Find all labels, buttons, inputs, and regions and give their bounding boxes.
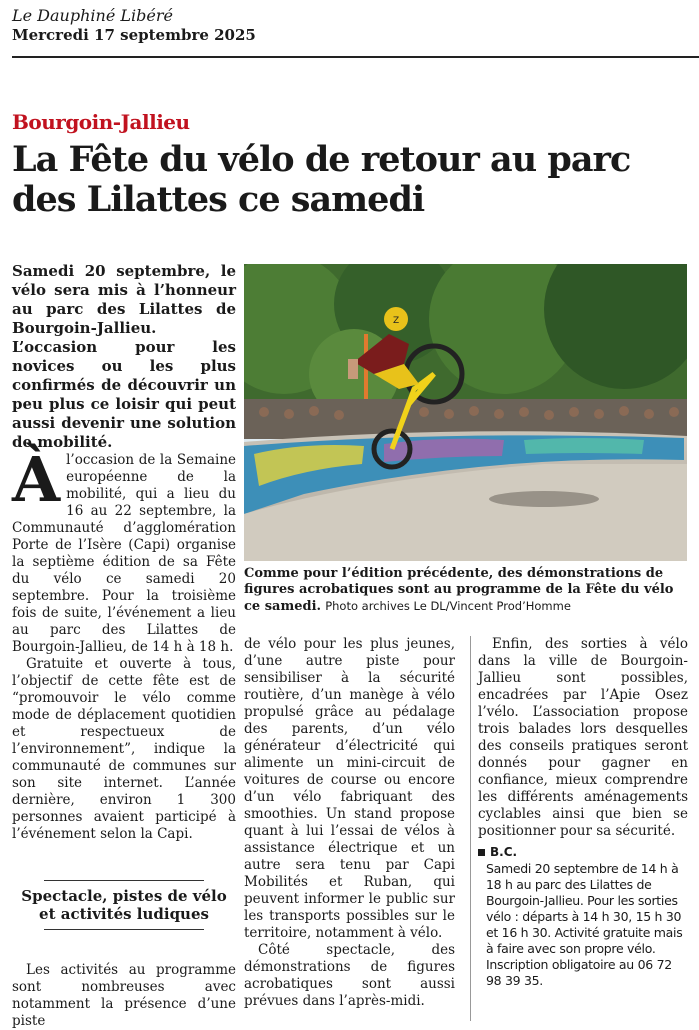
article-body-col1 (12, 443, 236, 843)
drop-cap: À (12, 443, 61, 516)
subhead-rule-bottom (44, 929, 204, 930)
article-headline: La Fête du vélo de retour au parc des Lilattes ce samedi (12, 139, 631, 220)
article-body-col3 (478, 636, 688, 989)
article-body-col1-end (12, 962, 236, 1030)
paragraph-3: Les activités au programme sont nombreuses avec notamment la présence d’une piste (12, 962, 236, 1029)
bullet-square-icon (478, 849, 485, 856)
photo-caption (244, 566, 687, 615)
paragraph-4: Côté spectacle, des démonstrations de figures acrobatiques sont aussi prévues dans l’après-midi. (244, 942, 455, 1009)
paragraph-1-text: l’occasion de la Semaine européenne de la mobilité, qui a lieu du 16 au 22 septembre, la Communauté d’agglomération Porte de l’Isère (Capi) organise la septième édition de sa Fête du vélo ce samedi 20 septembre. Pour la troisième fois de suite, l’événement a lieu au parc des Lilattes de Bourgoin-Jallieu, de 14 h à 18 h. (12, 452, 236, 655)
masthead-rule (12, 56, 699, 58)
article-lead: Samedi 20 septembre, le vélo sera mis à l’honneur au parc des Lilattes de Bourgoin-Jallieu. L’occasion pour les novices ou les plus confirmés de découvrir un peu plus ce loisir qui peut aussi devenir une solution de mobilité. (12, 262, 236, 451)
subhead-text: Spectacle, pistes de vélo et activités ludiques (21, 887, 227, 923)
article-subhead (12, 880, 236, 930)
masthead (12, 6, 692, 44)
caption-text: Comme pour l’édition précédente, des démonstrations de figures acrobatiques sont au programme de la Fête du vélo ce samedi. (244, 566, 674, 614)
article-body-col2 (244, 636, 455, 1010)
article-photo (244, 264, 687, 561)
publication-date: Mercredi 17 septembre 2025 (12, 26, 256, 44)
paragraph-5: Enfin, des sorties à vélo dans la ville de Bourgoin-Jallieu sont possibles, encadrées par l’Apie Osez l’vélo. L’association propose trois balades lors desquelles des conseils pratiques seront donnés pour gagner en confiance, mieux comprendre les différents aménagements cyclables ainsi que bien se positionner pour sa sécurité. (478, 636, 688, 839)
column-divider (470, 636, 471, 1021)
paragraph-1 (12, 443, 236, 656)
signature-text: B.C. (490, 845, 518, 859)
article-kicker: Bourgoin-Jallieu (12, 110, 190, 134)
paragraph-2: Gratuite et ouverte à tous, l’objectif de cette fête est de “promouvoir le vélo comme mode de déplacement quotidien et respectueux de l’environnement”, indique la communauté de communes sur son site internet. L’année dernière, environ 1 300 personnes avaient participé à l’événement selon la Capi. (12, 656, 236, 842)
helmet-lettering: Z (393, 316, 400, 326)
paragraph-3-continued: de vélo pour les plus jeunes, d’une autre piste pour sensibiliser à la sécurité routière, d’un manège à vélo propulsé grâce au pédalage des parents, d’un vélo générateur d’électricité qui alimente un mini-circuit de voitures de course ou encore d’un vélo fabriquant des smoothies. Un stand propose quant à lui l’essai de vélos à assistance électrique et un autre sera tenu par Capi Mobilités et Ruban, qui peuvent informer le public sur les transports possibles sur le territoire, notamment à vélo. (244, 636, 455, 941)
publication-name: Le Dauphiné Libéré (12, 6, 173, 25)
photo-credit: Photo archives Le DL/Vincent Prod’Homme (325, 599, 571, 613)
practical-info: Samedi 20 septembre de 14 h à 18 h au parc des Lilattes de Bourgoin-Jallieu. Pour les sorties vélo : départs à 14 h 30, 15 h 30 et 16 h 30. Activité gratuite mais à faire avec son propre vélo. Inscription obligatoire au 06 72 98 39 35. (486, 861, 683, 988)
bmx-skatepark-photo (244, 264, 687, 561)
author-signature (478, 844, 688, 861)
subhead-rule-top (44, 880, 204, 881)
